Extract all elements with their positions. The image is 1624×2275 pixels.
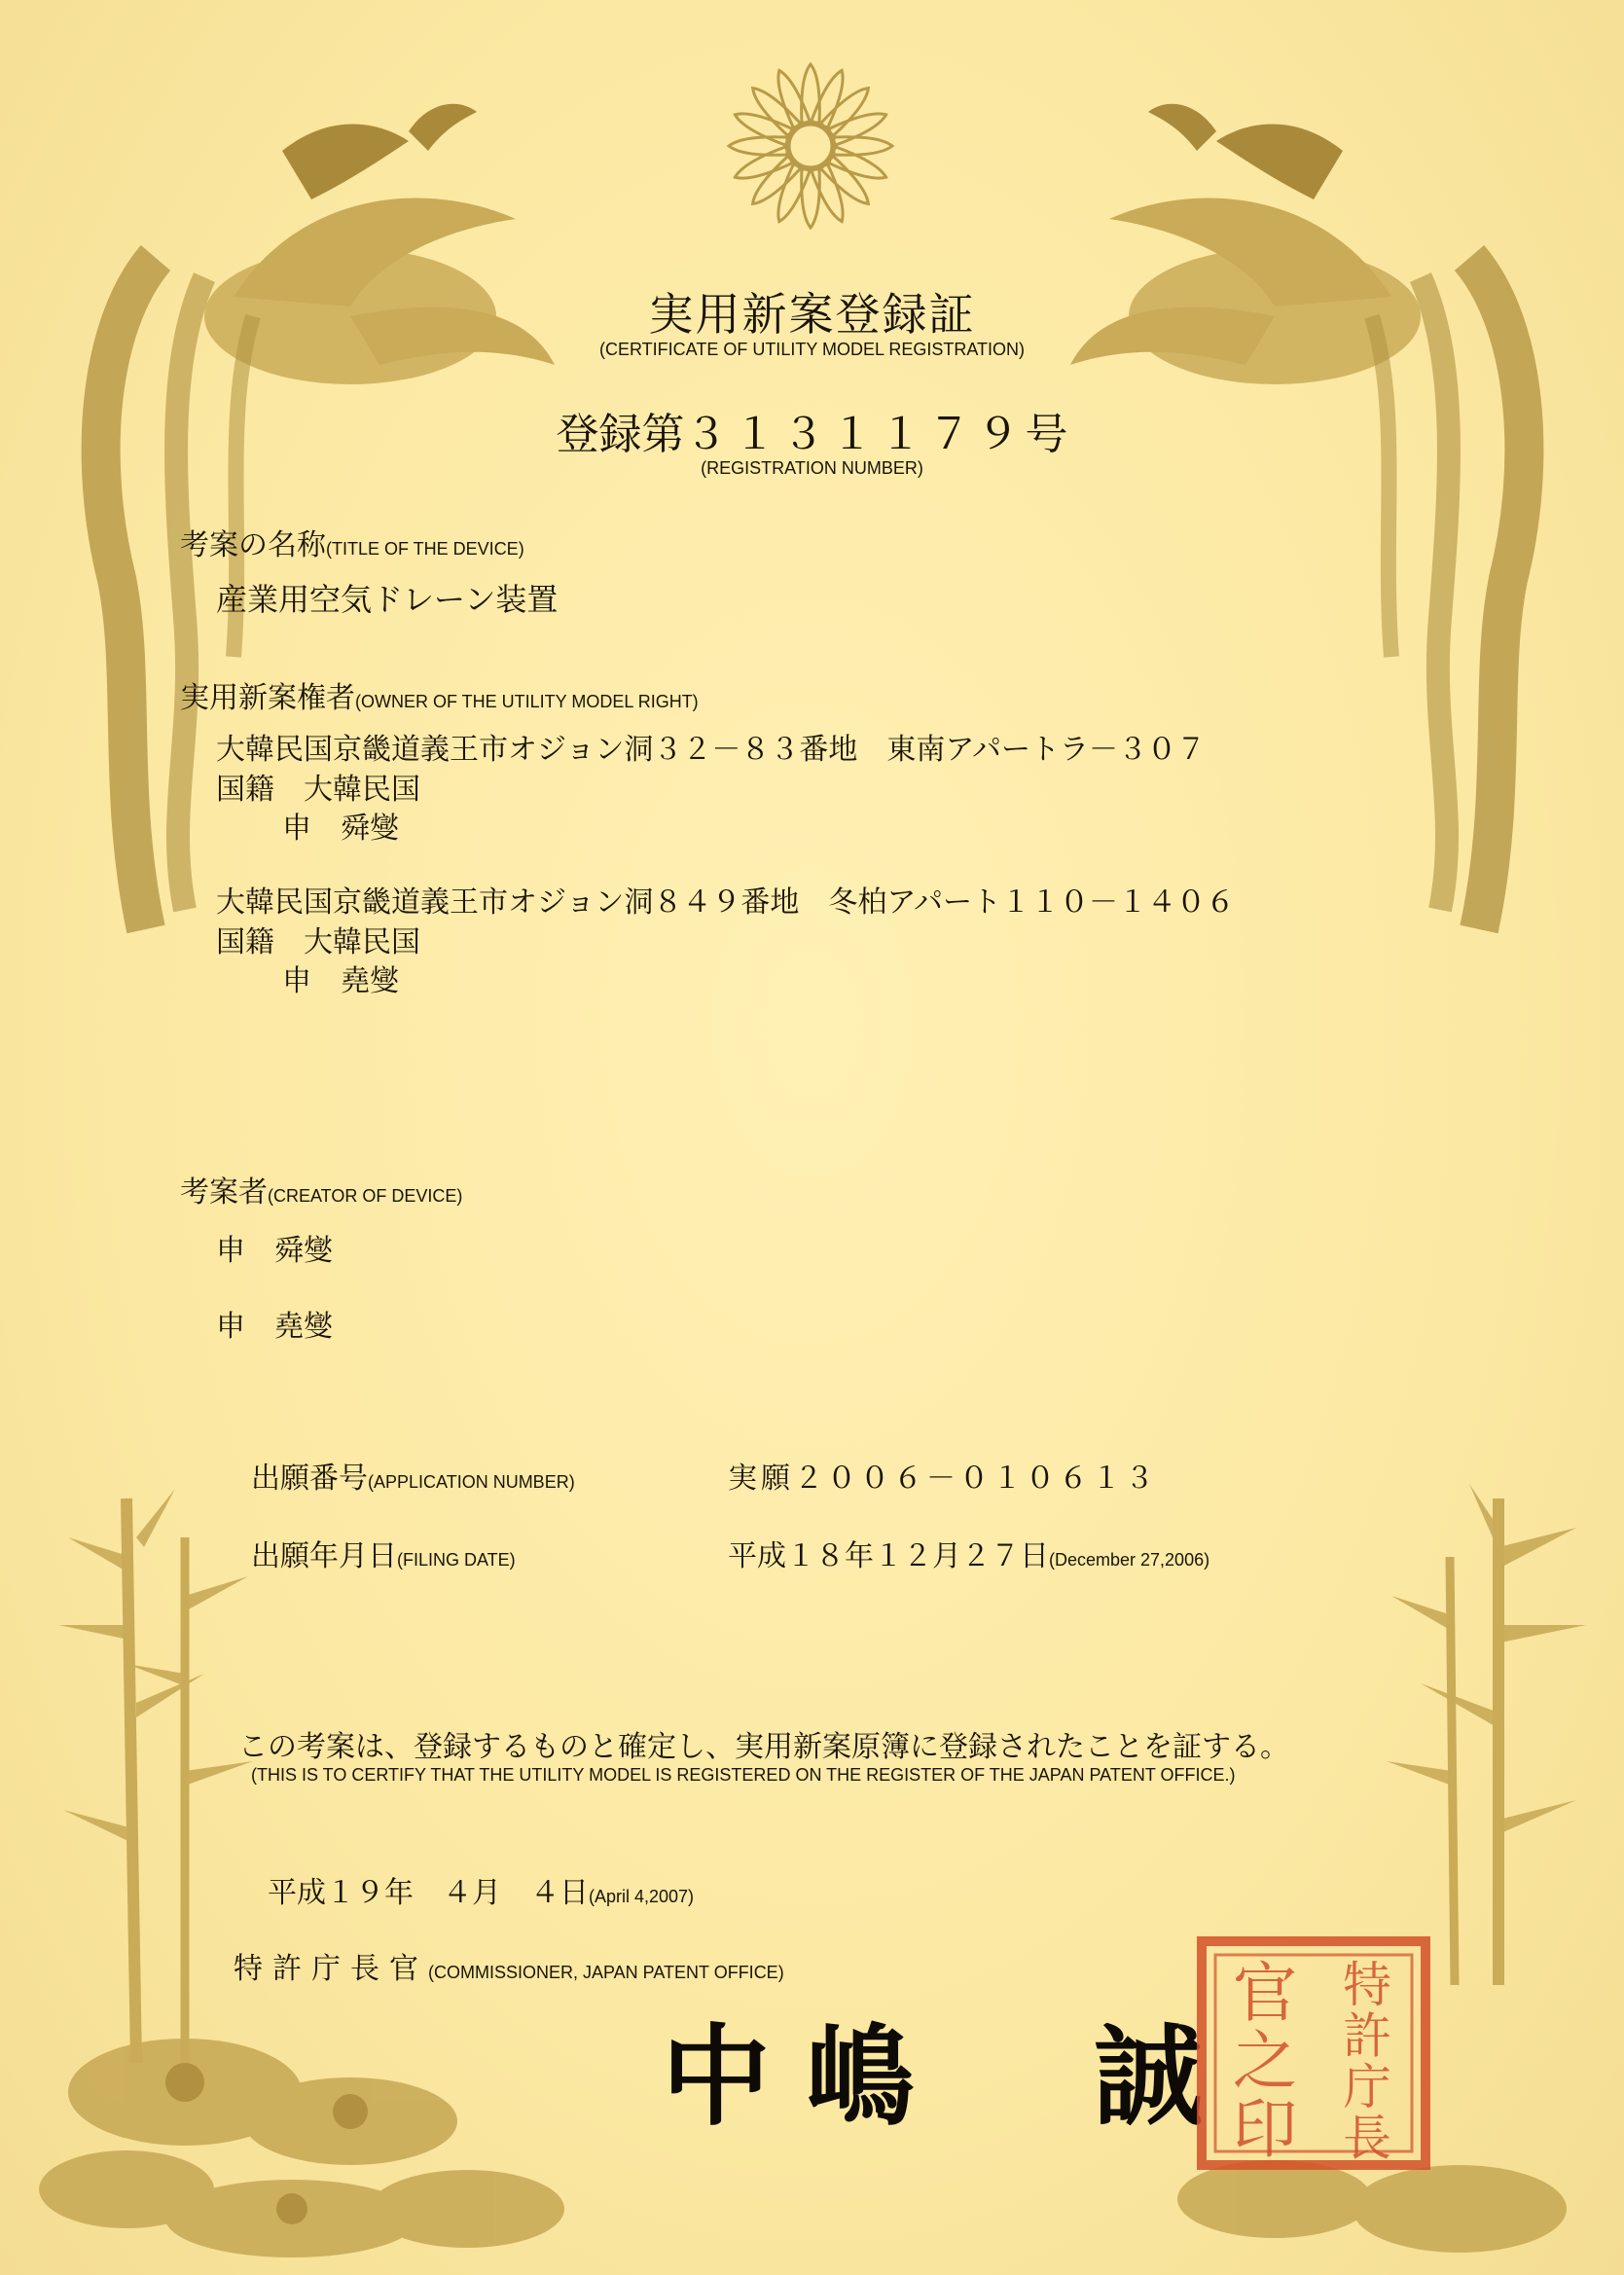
bamboo-right-icon bbox=[1382, 1479, 1606, 1985]
owner-label-en: (OWNER OF THE UTILITY MODEL RIGHT) bbox=[355, 692, 699, 711]
commissioner-label bbox=[234, 1944, 784, 1987]
filing-value-en: (December 27,2006) bbox=[1049, 1550, 1210, 1570]
seal-char: 長 bbox=[1343, 2110, 1391, 2167]
page-title: 実用新案登録証 bbox=[648, 288, 976, 341]
commissioner-label-en: (COMMISSIONER, JAPAN PATENT OFFICE) bbox=[428, 1963, 784, 1982]
filing-label-en: (FILING DATE) bbox=[397, 1550, 516, 1570]
application-value: 実願２００６－０１０６１３ bbox=[728, 1462, 1158, 1496]
owner-label-jp: 実用新案権者 bbox=[180, 681, 355, 715]
filing-value bbox=[728, 1532, 1209, 1574]
certify-statement-en: (THIS IS TO CERTIFY THAT THE UTILITY MODEL IS REGISTERED ON THE REGISTER OF THE JAPAN PATENT OFFICE.) bbox=[251, 1765, 1236, 1785]
issue-date-jp: 平成１９年 ４月 ４日 bbox=[268, 1876, 589, 1910]
commissioner-label-jp: 特許庁長官 bbox=[234, 1952, 428, 1986]
device-label: 考案の名称 bbox=[180, 528, 326, 562]
issue-date-en: (April 4,2007) bbox=[589, 1887, 695, 1906]
filing-label-jp: 出願年月日 bbox=[251, 1539, 397, 1573]
phoenix-right-icon bbox=[1061, 73, 1567, 958]
creator-name-1: 申 舜燮 bbox=[216, 1234, 333, 1268]
registration-number bbox=[0, 399, 1624, 461]
issue-date bbox=[268, 1868, 694, 1911]
seal-char: 許 bbox=[1343, 2007, 1391, 2065]
owner-1-nationality: 国籍 大韓民国 bbox=[216, 773, 420, 807]
owner-1-address: 大韓民国京畿道義王市オジョン洞３２－８３番地 東南アパートラ－３０７ bbox=[216, 733, 1206, 767]
chrysanthemum-crest-icon bbox=[725, 60, 896, 232]
owner-1-name: 申 舜燮 bbox=[282, 812, 399, 846]
registration-prefix: 登録第 bbox=[556, 410, 685, 459]
seal-char: 印 bbox=[1232, 2091, 1298, 2167]
application-label-en: (APPLICATION NUMBER) bbox=[368, 1472, 575, 1492]
floral-bottom-icon bbox=[39, 1975, 584, 2267]
creator-name-2: 申 堯燮 bbox=[216, 1310, 333, 1344]
certify-statement: この考案は、登録するものと確定し、実用新案原簿に登録されたことを証する。 bbox=[238, 1730, 1289, 1764]
official-seal-icon bbox=[1192, 1932, 1435, 2175]
device-label-en: (TITLE OF THE DEVICE) bbox=[326, 539, 524, 559]
application-label bbox=[251, 1454, 575, 1497]
device-title-label bbox=[180, 521, 524, 563]
seal-char: 官 bbox=[1232, 1955, 1298, 2031]
commissioner-signature: 中嶋 誠 bbox=[662, 2013, 1238, 2141]
crest-petal bbox=[834, 137, 892, 156]
seal-char: 庁 bbox=[1343, 2059, 1391, 2115]
seal-char: 特 bbox=[1343, 1957, 1391, 2013]
filing-label bbox=[251, 1532, 516, 1574]
registration-suffix: 号 bbox=[1025, 410, 1068, 459]
crest-petal bbox=[729, 137, 787, 156]
creator-label-jp: 考案者 bbox=[180, 1175, 268, 1210]
registration-number-en: (REGISTRATION NUMBER) bbox=[701, 458, 923, 478]
crest-petal bbox=[802, 64, 820, 123]
page-title-en: (CERTIFICATE OF UTILITY MODEL REGISTRATION) bbox=[598, 340, 1026, 359]
registration-value: ３１３１１７９ bbox=[684, 410, 1026, 459]
creator-label-en: (CREATOR OF DEVICE) bbox=[268, 1186, 463, 1206]
crest-petal bbox=[802, 169, 820, 228]
device-title-value: 産業用空気ドレーン装置 bbox=[216, 581, 559, 618]
owner-2-nationality: 国籍 大韓民国 bbox=[216, 925, 420, 959]
creator-label bbox=[180, 1168, 462, 1210]
owner-2-address: 大韓民国京畿道義王市オジョン洞８４９番地 冬柏アパート１１０－１４０６ bbox=[216, 885, 1235, 920]
filing-value-jp: 平成１８年１２月２７日 bbox=[728, 1539, 1049, 1573]
seal-char: 之 bbox=[1232, 2023, 1298, 2099]
application-label-jp: 出願番号 bbox=[251, 1462, 368, 1496]
owner-label bbox=[180, 673, 699, 716]
owner-2-name: 申 堯燮 bbox=[282, 964, 399, 998]
